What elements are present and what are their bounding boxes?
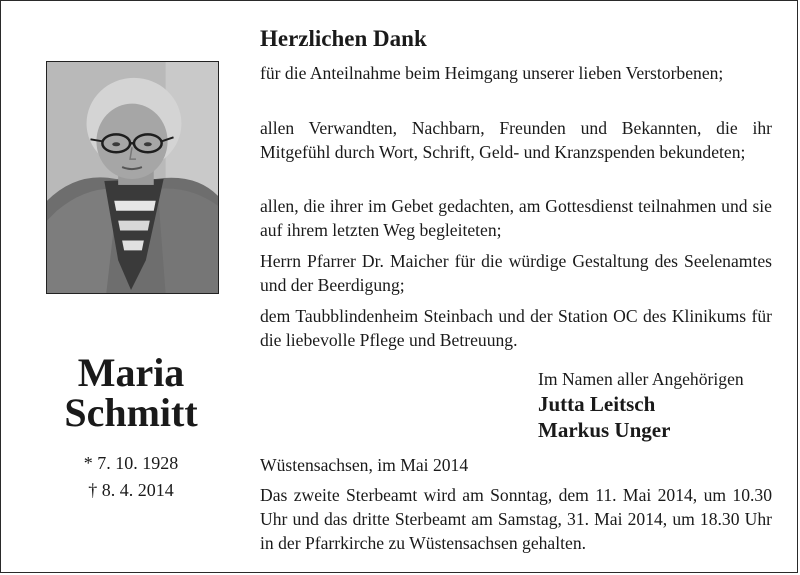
signer-name: Jutta Leitsch <box>538 392 656 416</box>
portrait-photo <box>46 61 219 294</box>
mass-announcement: Das zweite Sterbeamt wird am Sonntag, dem 11. Mai 2014, um 10.30 Uhr und das dritte Sterbeamt am Samstag, 31. Mai 2014, um 18.30 Uhr in der Pfarrkirche zu Wüstensachsen gehalten. <box>260 485 772 553</box>
portrait-illustration <box>47 62 218 293</box>
deceased-last-name: Schmitt <box>64 390 198 435</box>
thanks-paragraph: Herrn Pfarrer Dr. Maicher für die würdige Gestaltung des Seelenamtes und der Beerdigung; <box>260 251 772 295</box>
place-and-date: Wüstensachsen, im Mai 2014 <box>260 455 469 475</box>
deceased-first-name: Maria <box>77 350 185 395</box>
thanks-paragraph: allen Verwandten, Nachbarn, Freunden und Bekannten, die ihr Mitgefühl durch Wort, Schrift, Geld- und Kranzspenden bekundeten; <box>260 118 772 162</box>
thanks-paragraph: für die Anteilnahme beim Heimgang unserer lieben Verstorbenen; <box>260 63 724 83</box>
notice-title: Herzlichen Dank <box>260 26 427 51</box>
death-date: † 8. 4. 2014 <box>88 480 174 500</box>
signer-name: Markus Unger <box>538 418 671 442</box>
signature-intro: Im Namen aller Angehörigen <box>538 369 744 389</box>
thanks-paragraph: dem Taubblindenheim Steinbach und der Station OC des Klinikums für die liebevolle Pflege und Betreuung. <box>260 306 772 350</box>
birth-date: * 7. 10. 1928 <box>83 453 179 473</box>
thanks-paragraph: allen, die ihrer im Gebet gedachten, am Gottesdienst teilnahmen und sie auf ihrem letzten Weg begleiteten; <box>260 196 772 240</box>
